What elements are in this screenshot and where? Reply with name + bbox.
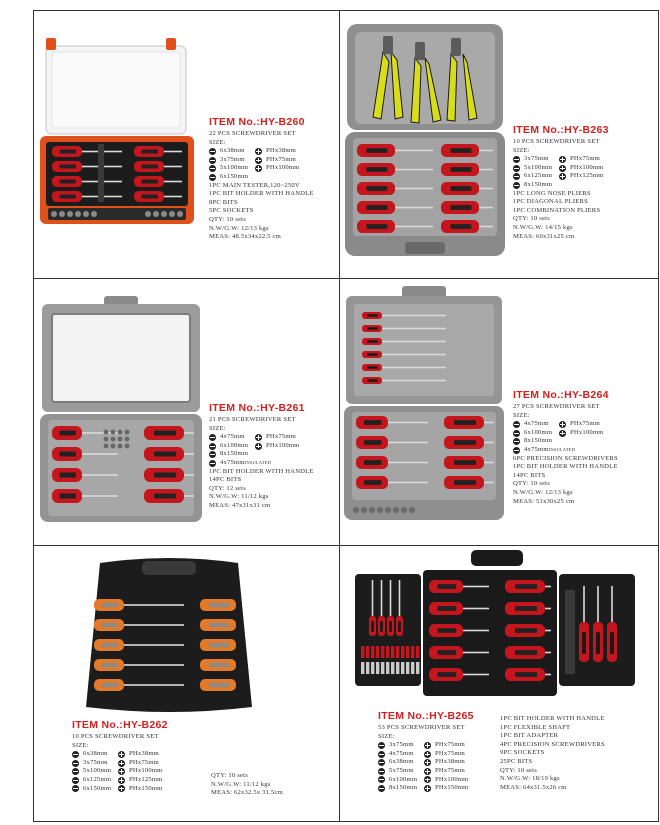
item-number-hy-b261: ITEM No.:HY-B261 bbox=[209, 402, 305, 414]
weight-line: N.W/G.W: 18/19 kgs bbox=[500, 775, 560, 783]
phillips-tip-icon bbox=[118, 760, 125, 767]
screwdriver bbox=[200, 619, 236, 631]
meas-line: MEAS: 47x31x31 cm bbox=[209, 501, 271, 509]
meas-line: MEAS: 64x31.5x26 cm bbox=[500, 783, 567, 791]
product-photo-hy-b261 bbox=[40, 296, 202, 524]
phillips-tip-icon bbox=[424, 751, 431, 758]
slotted-tip-icon bbox=[72, 751, 79, 758]
screwdriver bbox=[200, 639, 236, 651]
phillips-tip-icon bbox=[424, 776, 431, 783]
set-description: 10 PCS SCREWDRIVER SET bbox=[513, 138, 600, 145]
size-row: 6x100mm PHx100mm bbox=[513, 429, 618, 438]
phillips-tip-icon bbox=[118, 785, 125, 792]
size-row: 6x38mm PHx38mm bbox=[378, 758, 468, 767]
weight-line: N.W/G.W: 12/13 kgs bbox=[209, 224, 269, 232]
size-row: 8x150mm bbox=[209, 450, 314, 459]
extra-line: 1PC BIT HOLDER WITH HANDLE bbox=[500, 715, 605, 722]
size-row-insulated: 4x75mm INSULATED bbox=[209, 459, 314, 468]
extra-line: 5PC SOCKETS bbox=[209, 207, 254, 215]
size-row: 6x150mm bbox=[209, 173, 314, 182]
size-row: 4x75mm PHx75mm bbox=[378, 750, 468, 759]
size-row: 8x150mm PHx150mm bbox=[378, 784, 468, 793]
flexible-shaft bbox=[565, 590, 575, 674]
size-row: 6x100mm PHx100mm bbox=[209, 442, 314, 451]
spec-list-hy-b265 bbox=[378, 724, 468, 793]
phillips-tip-icon bbox=[424, 759, 431, 766]
slotted-tip-icon bbox=[513, 156, 520, 163]
extra-line: 9PC SOCKETS bbox=[500, 749, 545, 757]
qty-line: QTY: 10 sets bbox=[513, 480, 550, 488]
slotted-tip-icon bbox=[72, 785, 79, 792]
slotted-tip-icon bbox=[72, 768, 79, 775]
row-divider-2 bbox=[33, 545, 659, 546]
slotted-tip-icon bbox=[209, 148, 216, 155]
size-row: 5x100mm PHx100mm bbox=[513, 164, 603, 173]
extra-line: 14PC BITS bbox=[209, 476, 242, 484]
slotted-tip-icon bbox=[513, 421, 520, 428]
product-photo-hy-b260 bbox=[38, 38, 198, 230]
product-photo-hy-b264 bbox=[344, 286, 504, 522]
extra-line: 14PC BITS bbox=[513, 471, 546, 479]
size-row: 6x38mm PHx38mm bbox=[209, 147, 314, 156]
slotted-tip-icon bbox=[513, 430, 520, 437]
extra-line: 1PC MAIN TESTER,120~250V bbox=[209, 181, 300, 189]
spec-list-hy-b264 bbox=[513, 403, 618, 506]
size-heading: SIZE: bbox=[513, 411, 530, 419]
size-row: 8x150mm bbox=[513, 437, 618, 446]
spec-list-hy-b263 bbox=[513, 138, 603, 241]
meas-line: MEAS: 60x31x25 cm bbox=[513, 232, 575, 240]
size-row: 3x75mm PHx75mm bbox=[378, 741, 468, 750]
meas-line: MEAS: 62x32.5x 31.5cm bbox=[211, 789, 283, 797]
extra-line: 1PC BIT HOLDER WITH HANDLE bbox=[209, 467, 314, 475]
item-number-hy-b260: ITEM No.:HY-B260 bbox=[209, 116, 305, 128]
phillips-tip-icon bbox=[424, 768, 431, 775]
size-row: 5x75mm PHx75mm bbox=[378, 767, 468, 776]
item-number-hy-b265: ITEM No.:HY-B265 bbox=[378, 710, 474, 722]
extra-line: 1PC LONG NOSE PLIERS bbox=[513, 189, 591, 197]
extra-line: 6PC PRECISION SCREWDRIVERS bbox=[513, 454, 618, 462]
size-row: 3x75mm PHx75mm bbox=[513, 155, 603, 164]
size-row-insulated: 4x75mm INSULATED bbox=[513, 446, 618, 455]
size-row: 3x75mm PHx75mm bbox=[209, 156, 314, 165]
meas-line: MEAS: 48.5x34x22.5 cm bbox=[209, 233, 281, 241]
size-row: 6x38mm PHx38mm bbox=[72, 750, 162, 759]
phillips-tip-icon bbox=[118, 768, 125, 775]
weight-line: N.W/G.W: 14/15 kgs bbox=[513, 223, 573, 231]
extra-line: 25PC BITS bbox=[500, 757, 533, 765]
qty-line: QTY: 10 sets bbox=[500, 766, 537, 774]
size-row: 6x150mm PHx150mm bbox=[72, 785, 162, 794]
slotted-tip-icon bbox=[72, 760, 79, 767]
slotted-tip-icon bbox=[378, 759, 385, 766]
accessories-hy-b265 bbox=[500, 715, 605, 792]
product-photo-hy-b265 bbox=[355, 550, 635, 700]
slotted-tip-icon bbox=[209, 451, 216, 458]
screwdriver bbox=[200, 659, 236, 671]
slotted-tip-icon bbox=[513, 173, 520, 180]
phillips-tip-icon bbox=[255, 443, 262, 450]
extra-line: 8PC BITS bbox=[209, 198, 238, 206]
size-heading: SIZE: bbox=[209, 138, 226, 146]
phillips-tip-icon bbox=[255, 165, 262, 172]
size-heading: SIZE: bbox=[72, 741, 89, 749]
shipping-info-hy-b262 bbox=[211, 772, 283, 798]
set-description: 22 PCS SCREWDRIVER SET bbox=[209, 130, 296, 137]
screwdriver bbox=[200, 599, 236, 611]
item-number-hy-b263: ITEM No.:HY-B263 bbox=[513, 124, 609, 136]
size-row: 4x75mm PHx75mm bbox=[513, 420, 618, 429]
phillips-tip-icon bbox=[424, 742, 431, 749]
size-row: 6x125mm PHx125mm bbox=[72, 776, 162, 785]
size-heading: SIZE: bbox=[209, 424, 226, 432]
slotted-tip-icon bbox=[209, 434, 216, 441]
set-description: 53 PCS SCREWDRIVER SET bbox=[378, 724, 465, 731]
insulated-note: INSULATED bbox=[548, 446, 576, 452]
product-photo-hy-b262 bbox=[80, 557, 258, 715]
extra-line: 1PC DIAGONAL PLIERS bbox=[513, 198, 588, 206]
qty-line: QTY: 10 sets bbox=[211, 772, 248, 779]
slotted-tip-icon bbox=[209, 460, 216, 467]
product-photo-hy-b263 bbox=[345, 22, 505, 258]
phillips-tip-icon bbox=[559, 165, 566, 172]
phillips-tip-icon bbox=[118, 751, 125, 758]
tester bbox=[98, 144, 104, 202]
size-row: 3x75mm PHx75mm bbox=[72, 759, 162, 768]
size-row: 4x75mm PHx75mm bbox=[209, 433, 314, 442]
slotted-tip-icon bbox=[209, 165, 216, 172]
row-divider-1 bbox=[33, 278, 659, 279]
extra-line: 1PC BIT HOLDER WITH HANDLE bbox=[209, 190, 314, 198]
spec-list-hy-b260 bbox=[209, 130, 314, 242]
slotted-tip-icon bbox=[513, 182, 520, 189]
extra-line: 1PC BIT ADAPTER bbox=[500, 732, 559, 740]
size-row: 8x150mm bbox=[513, 181, 603, 190]
set-description: 10 PCS SCREWDRIVER SET bbox=[72, 733, 159, 740]
extra-line: 4PC PRECISION SCREWDRIVERS bbox=[500, 740, 605, 748]
weight-line: N.W/G.W: 11/12 kgs bbox=[209, 493, 269, 501]
phillips-tip-icon bbox=[559, 156, 566, 163]
spec-list-hy-b261 bbox=[209, 416, 314, 511]
qty-line: QTY: 10 sets bbox=[513, 215, 550, 223]
slotted-tip-icon bbox=[209, 174, 216, 181]
spec-list-hy-b262 bbox=[72, 733, 162, 793]
slotted-tip-icon bbox=[378, 785, 385, 792]
slotted-tip-icon bbox=[378, 742, 385, 749]
column-divider bbox=[339, 10, 340, 822]
weight-line: N.W/G.W: 12/13 kgs bbox=[513, 488, 573, 496]
phillips-tip-icon bbox=[559, 430, 566, 437]
slotted-tip-icon bbox=[513, 165, 520, 172]
slotted-tip-icon bbox=[378, 776, 385, 783]
extra-line: 1PC FLEXIBLE SHAFT bbox=[500, 723, 571, 731]
slotted-tip-icon bbox=[513, 447, 520, 454]
phillips-tip-icon bbox=[255, 157, 262, 164]
item-number-hy-b264: ITEM No.:HY-B264 bbox=[513, 389, 609, 401]
set-description: 27 PCS SCREWDRIVER SET bbox=[513, 403, 600, 410]
meas-line: MEAS: 51x30x25 cm bbox=[513, 497, 575, 505]
extra-line: 1PC BIT HOLDER WITH HANDLE bbox=[513, 463, 618, 471]
slotted-tip-icon bbox=[378, 751, 385, 758]
size-row: 6x100mm PHx100mm bbox=[378, 776, 468, 785]
phillips-tip-icon bbox=[255, 434, 262, 441]
slotted-tip-icon bbox=[72, 777, 79, 784]
slotted-tip-icon bbox=[209, 157, 216, 164]
size-row: 5x100mm PHx100mm bbox=[209, 164, 314, 173]
item-number-hy-b262: ITEM No.:HY-B262 bbox=[72, 719, 168, 731]
size-row: 5x100mm PHx100mm bbox=[72, 767, 162, 776]
insulated-note: INSULATED bbox=[244, 459, 272, 465]
phillips-tip-icon bbox=[255, 148, 262, 155]
phillips-tip-icon bbox=[559, 421, 566, 428]
qty-line: QTY: 10 sets bbox=[209, 215, 246, 223]
phillips-tip-icon bbox=[424, 785, 431, 792]
set-description: 21 PCS SCREWDRIVER SET bbox=[209, 416, 296, 423]
phillips-tip-icon bbox=[118, 777, 125, 784]
slotted-tip-icon bbox=[513, 438, 520, 445]
slotted-tip-icon bbox=[209, 443, 216, 450]
phillips-tip-icon bbox=[559, 173, 566, 180]
size-row: 6x125mm PHx125mm bbox=[513, 172, 603, 181]
slotted-tip-icon bbox=[378, 768, 385, 775]
qty-line: QTY: 12 sets bbox=[209, 484, 246, 492]
size-heading: SIZE: bbox=[378, 732, 395, 740]
screwdriver bbox=[200, 679, 236, 691]
extra-line: 1PC COMBINATION PLIERS bbox=[513, 206, 601, 214]
weight-line: N.W/G.W: 11/12 kgs bbox=[211, 780, 271, 788]
size-heading: SIZE: bbox=[513, 146, 530, 154]
